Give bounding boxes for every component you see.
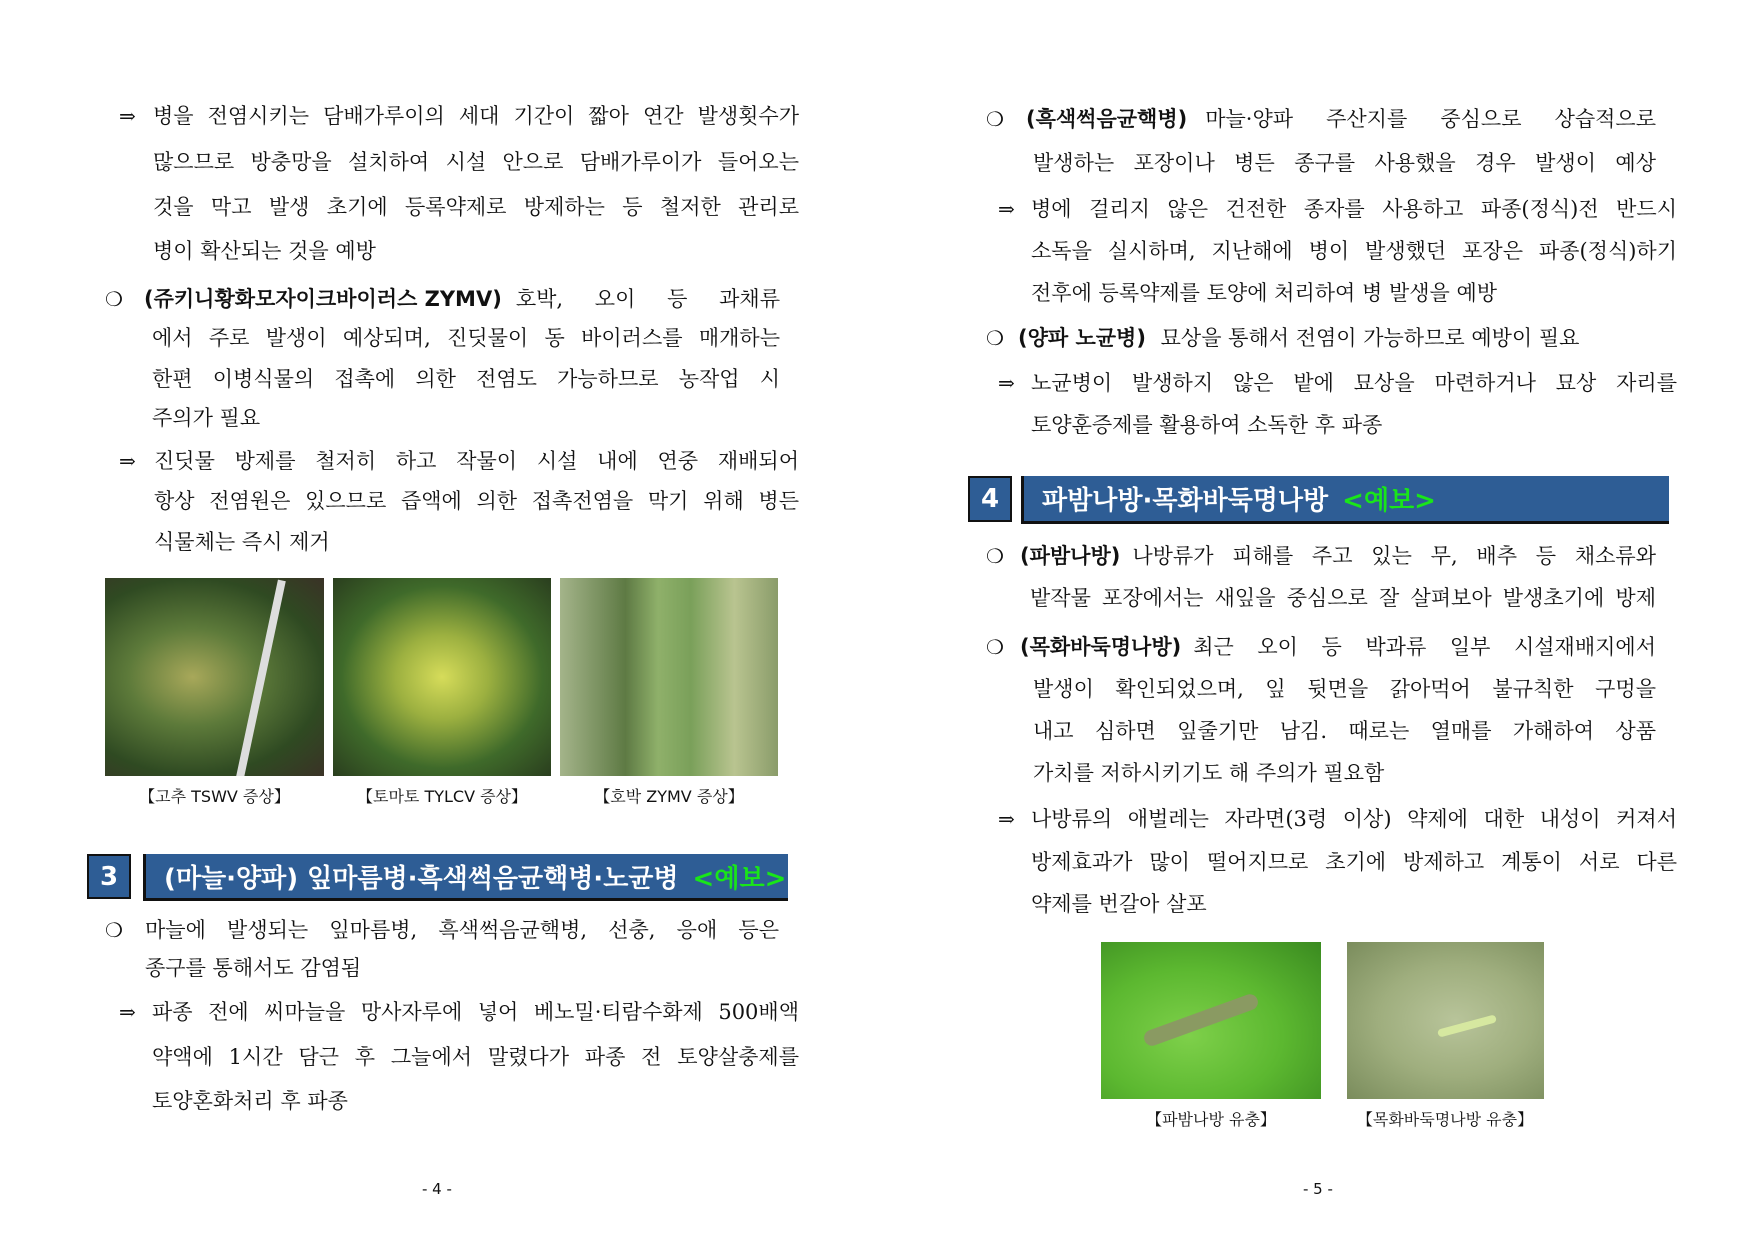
text-line: 밭작물 포장에서는 새잎을 중심으로 잘 살펴보아 발생초기에 방제 bbox=[1030, 586, 1656, 610]
text-line: 소독을 실시하며, 지난해에 병이 발생했던 포장은 파종(정식)하기 bbox=[1031, 239, 1677, 263]
arrow-marker: ⇒ bbox=[119, 104, 136, 128]
forecast-tag: <예보> bbox=[1342, 486, 1436, 516]
item-heading: (양파 노균병) bbox=[1018, 326, 1146, 350]
circle-bullet: ❍ bbox=[986, 326, 1004, 350]
text-line: 한편 이병식물의 접촉에 의한 전염도 가능하므로 농작업 시 bbox=[152, 367, 780, 391]
circle-bullet: ❍ bbox=[105, 287, 123, 311]
text-line: 병이 확산되는 것을 예방 bbox=[153, 239, 376, 263]
text-line: 약제를 번갈아 살포 bbox=[1031, 892, 1207, 916]
section-header bbox=[143, 854, 788, 901]
text-line: 주의가 필요 bbox=[152, 406, 261, 430]
text-line: 병에 걸리지 않은 건전한 종자를 사용하고 파종(정식)전 반드시 bbox=[1031, 197, 1677, 221]
circle-bullet: ❍ bbox=[986, 544, 1004, 568]
text-line: 마늘·양파 주산지를 중심으로 상습적으로 bbox=[1205, 107, 1656, 131]
circle-bullet: ❍ bbox=[986, 635, 1004, 659]
text-line: 토양훈증제를 활용하여 소독한 후 파종 bbox=[1031, 413, 1383, 437]
circle-bullet: ❍ bbox=[105, 918, 123, 942]
text-line: 최근 오이 등 박과류 일부 시설재배지에서 bbox=[1193, 635, 1656, 659]
arrow-marker: ⇒ bbox=[998, 807, 1015, 831]
arrow-marker: ⇒ bbox=[119, 449, 136, 473]
photo-caption: 【토마토 TYLCV 증상】 bbox=[356, 787, 528, 806]
section-title: (마늘·양파) 잎마름병·흑색썩음균핵병·노균병 bbox=[164, 863, 679, 894]
text-line: 진딧물 방제를 철저히 하고 작물이 시설 내에 연중 재배되어 bbox=[154, 449, 799, 473]
forecast-tag: <예보> bbox=[692, 863, 787, 894]
text-line: 가치를 저하시키기도 해 주의가 필요함 bbox=[1033, 761, 1385, 785]
photo-caption: 【파밤나방 유충】 bbox=[1146, 1110, 1276, 1129]
arrow-marker: ⇒ bbox=[119, 1000, 136, 1024]
section-title: 파밤나방·목화바둑명나방 bbox=[1042, 486, 1329, 516]
text-line: 노균병이 발생하지 않은 밭에 묘상을 마련하거나 묘상 자리를 bbox=[1031, 371, 1677, 395]
item-heading: (쥬키니황화모자이크바이러스 ZYMV) bbox=[144, 287, 502, 311]
text-line: 식물체는 즉시 제거 bbox=[154, 530, 330, 554]
melonworm-larva-photo bbox=[1347, 942, 1544, 1099]
text-line: 내고 심하면 잎줄기만 남김. 때로는 열매를 가해하여 상품 bbox=[1033, 719, 1656, 743]
photo-caption: 【고추 TSWV 증상】 bbox=[139, 787, 290, 806]
text-line: 것을 막고 발생 초기에 등록약제로 방제하는 등 철저한 관리로 bbox=[153, 195, 799, 219]
beet-armyworm-larva-photo bbox=[1101, 942, 1321, 1099]
tomato-tylcv-photo bbox=[333, 578, 551, 776]
item-heading: (파밤나방) bbox=[1020, 544, 1121, 568]
page-number: - 4 - bbox=[422, 1180, 452, 1198]
text-line: 나방류의 애벌레는 자라면(3령 이상) 약제에 대한 내성이 커져서 bbox=[1031, 807, 1677, 831]
section-number: 4 bbox=[968, 476, 1012, 522]
text-line: 발생이 확인되었으며, 잎 뒷면을 갉아먹어 불규칙한 구멍을 bbox=[1033, 677, 1656, 701]
text-line: 묘상을 통해서 전염이 가능하므로 예방이 필요 bbox=[1160, 326, 1580, 350]
text-line: 항상 전염원은 있으므로 즙액에 의한 접촉전염을 막기 위해 병든 bbox=[154, 489, 799, 513]
text-line: 발생하는 포장이나 병든 종구를 사용했을 경우 발생이 예상 bbox=[1033, 151, 1656, 175]
text-line: 에서 주로 발생이 예상되며, 진딧물이 동 바이러스를 매개하는 bbox=[152, 326, 780, 350]
photo-caption: 【호박 ZYMV 증상】 bbox=[594, 787, 744, 806]
item-heading: (흑색썩음균핵병) bbox=[1026, 107, 1188, 131]
arrow-marker: ⇒ bbox=[998, 371, 1015, 395]
text-line: 병을 전염시키는 담배가루이의 세대 기간이 짧아 연간 발생횟수가 bbox=[153, 104, 799, 128]
photo-caption: 【목화바둑명나방 유충】 bbox=[1356, 1110, 1534, 1129]
text-line: 토양혼화처리 후 파종 bbox=[152, 1089, 348, 1113]
pepper-tswv-photo bbox=[105, 578, 324, 776]
text-line: 마늘에 발생되는 잎마름병, 흑색썩음균핵병, 선충, 응애 등은 bbox=[145, 918, 779, 942]
text-line: 방제효과가 많이 떨어지므로 초기에 방제하고 계통이 서로 다른 bbox=[1031, 850, 1677, 874]
section-number: 3 bbox=[87, 854, 131, 899]
item-heading: (목화바둑명나방) bbox=[1020, 635, 1182, 659]
text-line: 호박, 오이 등 과채류 bbox=[515, 287, 780, 311]
text-line: 약액에 1시간 담근 후 그늘에서 말렸다가 파종 전 토양살충제를 bbox=[152, 1045, 799, 1069]
text-line: 많으므로 방충망을 설치하여 시설 안으로 담배가루이가 들어오는 bbox=[153, 150, 799, 174]
text-line: 종구를 통해서도 감염됨 bbox=[145, 956, 362, 980]
page-number: - 5 - bbox=[1303, 1180, 1333, 1198]
arrow-marker: ⇒ bbox=[998, 197, 1015, 221]
text-line: 나방류가 피해를 주고 있는 무, 배추 등 채소류와 bbox=[1132, 544, 1656, 568]
text-line: 전후에 등록약제를 토양에 처리하여 병 발생을 예방 bbox=[1031, 281, 1498, 305]
circle-bullet: ❍ bbox=[986, 107, 1004, 131]
text-line: 파종 전에 씨마늘을 망사자루에 넣어 베노밀·티람수화제 500배액 bbox=[152, 1000, 799, 1024]
pumpkin-zymv-photo bbox=[560, 578, 778, 776]
section-header bbox=[1021, 476, 1669, 524]
